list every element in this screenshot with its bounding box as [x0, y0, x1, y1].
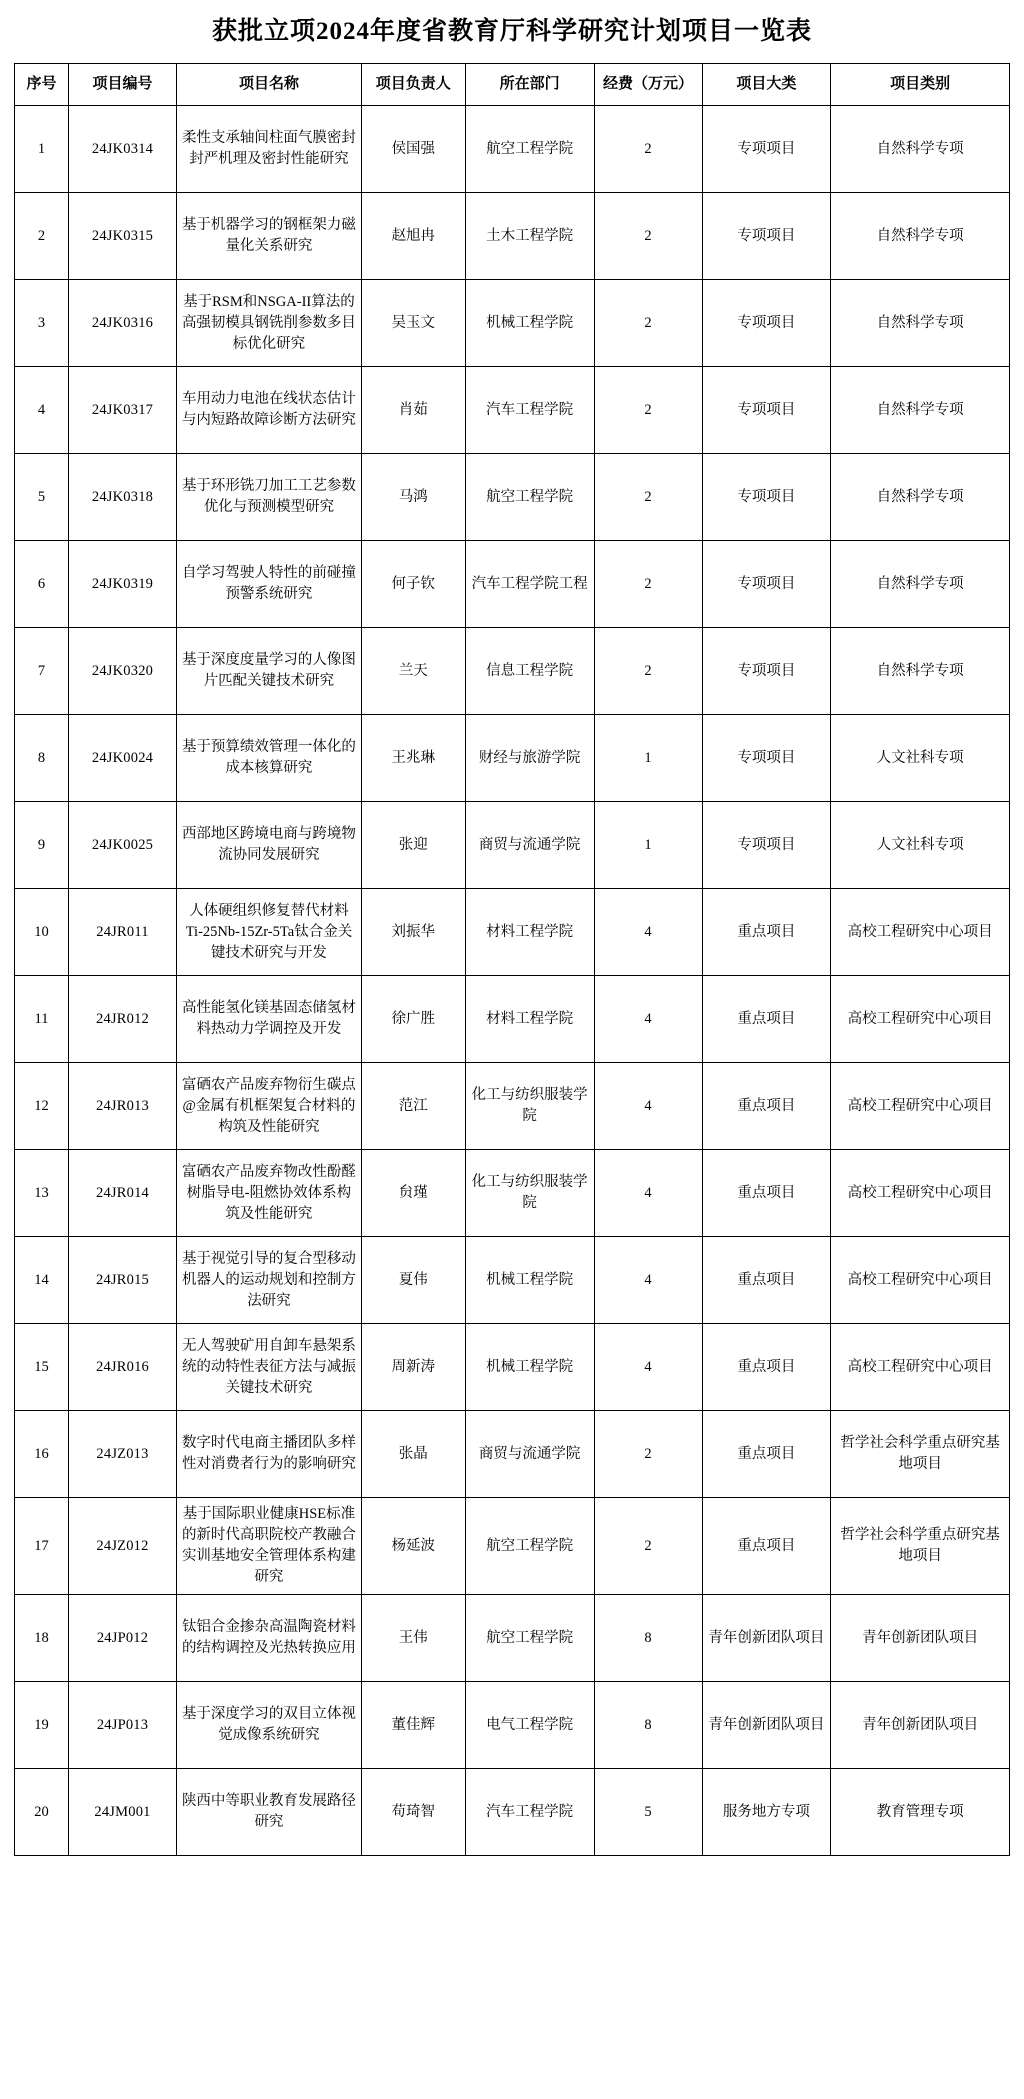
cell-category: 高校工程研究中心项目	[831, 1150, 1010, 1237]
cell-funding: 4	[594, 1063, 702, 1150]
cell-department: 汽车工程学院	[465, 367, 594, 454]
cell-category: 高校工程研究中心项目	[831, 889, 1010, 976]
cell-project-code: 24JP012	[69, 1595, 177, 1682]
cell-project-code: 24JK0317	[69, 367, 177, 454]
cell-major-category: 重点项目	[702, 1150, 831, 1237]
table-row	[15, 976, 1010, 1063]
cell-project-name: 基于预算绩效管理一体化的成本核算研究	[177, 715, 362, 802]
cell-project-code: 24JK0319	[69, 541, 177, 628]
table-row	[15, 802, 1010, 889]
cell-project-leader: 范江	[361, 1063, 465, 1150]
cell-project-code: 24JK0316	[69, 280, 177, 367]
cell-project-leader: 贠瑾	[361, 1150, 465, 1237]
cell-project-leader: 王兆琳	[361, 715, 465, 802]
cell-index: 18	[15, 1595, 69, 1682]
cell-category: 青年创新团队项目	[831, 1595, 1010, 1682]
cell-project-name: 陕西中等职业教育发展路径研究	[177, 1769, 362, 1856]
cell-major-category: 重点项目	[702, 1063, 831, 1150]
cell-funding: 4	[594, 976, 702, 1063]
cell-index: 6	[15, 541, 69, 628]
cell-department: 航空工程学院	[465, 1498, 594, 1595]
cell-index: 9	[15, 802, 69, 889]
cell-project-leader: 肖茹	[361, 367, 465, 454]
column-header-index: 序号	[15, 63, 69, 106]
cell-project-name: 柔性支承轴间柱面气膜密封封严机理及密封性能研究	[177, 106, 362, 193]
cell-funding: 2	[594, 541, 702, 628]
cell-project-name: 自学习驾驶人特性的前碰撞预警系统研究	[177, 541, 362, 628]
cell-project-code: 24JR014	[69, 1150, 177, 1237]
cell-index: 11	[15, 976, 69, 1063]
cell-funding: 8	[594, 1595, 702, 1682]
table-row	[15, 715, 1010, 802]
cell-major-category: 青年创新团队项目	[702, 1595, 831, 1682]
cell-funding: 2	[594, 280, 702, 367]
cell-major-category: 重点项目	[702, 976, 831, 1063]
cell-project-name: 西部地区跨境电商与跨境物流协同发展研究	[177, 802, 362, 889]
cell-department: 机械工程学院	[465, 1324, 594, 1411]
cell-category: 自然科学专项	[831, 541, 1010, 628]
cell-project-leader: 董佳辉	[361, 1682, 465, 1769]
cell-department: 航空工程学院	[465, 454, 594, 541]
table-row	[15, 1411, 1010, 1498]
cell-department: 汽车工程学院	[465, 1769, 594, 1856]
cell-project-leader: 赵旭冉	[361, 193, 465, 280]
cell-funding: 2	[594, 628, 702, 715]
cell-project-name: 车用动力电池在线状态估计与内短路故障诊断方法研究	[177, 367, 362, 454]
cell-major-category: 专项项目	[702, 454, 831, 541]
cell-project-leader: 周新涛	[361, 1324, 465, 1411]
cell-index: 2	[15, 193, 69, 280]
cell-category: 教育管理专项	[831, 1769, 1010, 1856]
cell-category: 人文社科专项	[831, 715, 1010, 802]
table-row	[15, 1237, 1010, 1324]
cell-department: 商贸与流通学院	[465, 1411, 594, 1498]
cell-department: 汽车工程学院工程	[465, 541, 594, 628]
table-row	[15, 1498, 1010, 1595]
cell-major-category: 重点项目	[702, 1498, 831, 1595]
cell-category: 自然科学专项	[831, 454, 1010, 541]
cell-funding: 1	[594, 802, 702, 889]
cell-index: 3	[15, 280, 69, 367]
column-header-leader: 项目负责人	[361, 63, 465, 106]
cell-department: 商贸与流通学院	[465, 802, 594, 889]
cell-department: 化工与纺织服装学院	[465, 1150, 594, 1237]
cell-category: 自然科学专项	[831, 106, 1010, 193]
cell-major-category: 重点项目	[702, 1324, 831, 1411]
cell-project-code: 24JK0025	[69, 802, 177, 889]
cell-department: 土木工程学院	[465, 193, 594, 280]
cell-category: 高校工程研究中心项目	[831, 1063, 1010, 1150]
cell-project-code: 24JK0024	[69, 715, 177, 802]
cell-project-code: 24JR012	[69, 976, 177, 1063]
table-row	[15, 280, 1010, 367]
cell-funding: 4	[594, 889, 702, 976]
cell-index: 8	[15, 715, 69, 802]
cell-project-name: 基于RSM和NSGA-II算法的高强韧模具钢铣削参数多目标优化研究	[177, 280, 362, 367]
cell-funding: 4	[594, 1237, 702, 1324]
cell-project-code: 24JK0318	[69, 454, 177, 541]
cell-category: 自然科学专项	[831, 193, 1010, 280]
cell-funding: 4	[594, 1150, 702, 1237]
cell-major-category: 专项项目	[702, 541, 831, 628]
cell-major-category: 专项项目	[702, 715, 831, 802]
cell-major-category: 重点项目	[702, 1411, 831, 1498]
cell-project-leader: 马鸿	[361, 454, 465, 541]
cell-project-code: 24JZ013	[69, 1411, 177, 1498]
cell-department: 电气工程学院	[465, 1682, 594, 1769]
cell-funding: 2	[594, 454, 702, 541]
cell-major-category: 专项项目	[702, 367, 831, 454]
cell-funding: 1	[594, 715, 702, 802]
cell-index: 12	[15, 1063, 69, 1150]
cell-funding: 2	[594, 193, 702, 280]
table-body	[15, 106, 1010, 1856]
column-header-category: 项目类别	[831, 63, 1010, 106]
cell-department: 材料工程学院	[465, 889, 594, 976]
cell-index: 4	[15, 367, 69, 454]
cell-index: 16	[15, 1411, 69, 1498]
cell-project-leader: 王伟	[361, 1595, 465, 1682]
cell-project-leader: 兰天	[361, 628, 465, 715]
cell-project-leader: 刘振华	[361, 889, 465, 976]
cell-project-name: 基于机器学习的钢框架力磁量化关系研究	[177, 193, 362, 280]
cell-funding: 2	[594, 367, 702, 454]
cell-major-category: 重点项目	[702, 1237, 831, 1324]
cell-project-name: 人体硬组织修复替代材料Ti-25Nb-15Zr-5Ta钛合金关键技术研究与开发	[177, 889, 362, 976]
cell-major-category: 专项项目	[702, 106, 831, 193]
column-header-department: 所在部门	[465, 63, 594, 106]
cell-department: 机械工程学院	[465, 1237, 594, 1324]
table-row	[15, 541, 1010, 628]
cell-department: 化工与纺织服装学院	[465, 1063, 594, 1150]
cell-funding: 2	[594, 106, 702, 193]
cell-project-leader: 杨延波	[361, 1498, 465, 1595]
cell-category: 人文社科专项	[831, 802, 1010, 889]
cell-funding: 4	[594, 1324, 702, 1411]
cell-category: 自然科学专项	[831, 367, 1010, 454]
table-row	[15, 1595, 1010, 1682]
cell-funding: 5	[594, 1769, 702, 1856]
cell-project-leader: 吴玉文	[361, 280, 465, 367]
cell-department: 财经与旅游学院	[465, 715, 594, 802]
cell-index: 17	[15, 1498, 69, 1595]
table-row	[15, 454, 1010, 541]
cell-department: 材料工程学院	[465, 976, 594, 1063]
column-header-code: 项目编号	[69, 63, 177, 106]
table-row	[15, 889, 1010, 976]
cell-project-code: 24JR011	[69, 889, 177, 976]
cell-major-category: 服务地方专项	[702, 1769, 831, 1856]
table-row	[15, 1769, 1010, 1856]
cell-department: 航空工程学院	[465, 106, 594, 193]
projects-table	[14, 63, 1010, 1857]
cell-project-code: 24JR015	[69, 1237, 177, 1324]
column-header-major-category: 项目大类	[702, 63, 831, 106]
cell-department: 信息工程学院	[465, 628, 594, 715]
cell-category: 青年创新团队项目	[831, 1682, 1010, 1769]
cell-project-code: 24JM001	[69, 1769, 177, 1856]
cell-project-leader: 张晶	[361, 1411, 465, 1498]
table-row	[15, 1682, 1010, 1769]
cell-project-leader: 苟琦智	[361, 1769, 465, 1856]
cell-project-code: 24JZ012	[69, 1498, 177, 1595]
cell-category: 哲学社会科学重点研究基地项目	[831, 1498, 1010, 1595]
cell-project-leader: 张迎	[361, 802, 465, 889]
cell-category: 高校工程研究中心项目	[831, 976, 1010, 1063]
page-title: 获批立项2024年度省教育厅科学研究计划项目一览表	[211, 18, 812, 45]
cell-project-name: 高性能氢化镁基固态储氢材料热动力学调控及开发	[177, 976, 362, 1063]
cell-project-leader: 夏伟	[361, 1237, 465, 1324]
table-row	[15, 367, 1010, 454]
table-row	[15, 106, 1010, 193]
cell-index: 14	[15, 1237, 69, 1324]
cell-department: 机械工程学院	[465, 280, 594, 367]
cell-major-category: 专项项目	[702, 802, 831, 889]
cell-project-name: 基于深度度量学习的人像图片匹配关键技术研究	[177, 628, 362, 715]
cell-index: 15	[15, 1324, 69, 1411]
cell-project-name: 无人驾驶矿用自卸车悬架系统的动特性表征方法与减振关键技术研究	[177, 1324, 362, 1411]
cell-project-code: 24JR016	[69, 1324, 177, 1411]
cell-project-leader: 徐广胜	[361, 976, 465, 1063]
cell-major-category: 重点项目	[702, 889, 831, 976]
cell-index: 5	[15, 454, 69, 541]
cell-major-category: 青年创新团队项目	[702, 1682, 831, 1769]
cell-category: 高校工程研究中心项目	[831, 1237, 1010, 1324]
cell-project-code: 24JK0315	[69, 193, 177, 280]
cell-category: 自然科学专项	[831, 628, 1010, 715]
cell-project-name: 基于深度学习的双目立体视觉成像系统研究	[177, 1682, 362, 1769]
cell-project-name: 钛铝合金掺杂高温陶瓷材料的结构调控及光热转换应用	[177, 1595, 362, 1682]
cell-index: 13	[15, 1150, 69, 1237]
cell-project-code: 24JP013	[69, 1682, 177, 1769]
cell-category: 哲学社会科学重点研究基地项目	[831, 1411, 1010, 1498]
cell-index: 20	[15, 1769, 69, 1856]
cell-index: 10	[15, 889, 69, 976]
cell-major-category: 专项项目	[702, 193, 831, 280]
table-row	[15, 1150, 1010, 1237]
cell-category: 自然科学专项	[831, 280, 1010, 367]
table-row	[15, 1063, 1010, 1150]
cell-funding: 8	[594, 1682, 702, 1769]
cell-category: 高校工程研究中心项目	[831, 1324, 1010, 1411]
cell-project-name: 基于国际职业健康HSE标准的新时代高职院校产教融合实训基地安全管理体系构建研究	[177, 1498, 362, 1595]
cell-project-name: 基于环形铣刀加工工艺参数优化与预测模型研究	[177, 454, 362, 541]
cell-project-name: 数字时代电商主播团队多样性对消费者行为的影响研究	[177, 1411, 362, 1498]
table-header-row	[15, 63, 1010, 106]
cell-project-leader: 侯国强	[361, 106, 465, 193]
cell-major-category: 专项项目	[702, 628, 831, 715]
table-row	[15, 193, 1010, 280]
cell-project-leader: 何子钦	[361, 541, 465, 628]
cell-project-name: 基于视觉引导的复合型移动机器人的运动规划和控制方法研究	[177, 1237, 362, 1324]
cell-index: 1	[15, 106, 69, 193]
cell-funding: 2	[594, 1411, 702, 1498]
table-row	[15, 1324, 1010, 1411]
column-header-funding: 经费（万元）	[594, 63, 702, 106]
column-header-name: 项目名称	[177, 63, 362, 106]
cell-funding: 2	[594, 1498, 702, 1595]
cell-project-name: 富硒农产品废弃物改性酚醛树脂导电-阻燃协效体系构筑及性能研究	[177, 1150, 362, 1237]
cell-project-code: 24JK0314	[69, 106, 177, 193]
cell-index: 7	[15, 628, 69, 715]
table-row	[15, 628, 1010, 715]
cell-major-category: 专项项目	[702, 280, 831, 367]
cell-project-code: 24JK0320	[69, 628, 177, 715]
cell-project-name: 富硒农产品废弃物衍生碳点@金属有机框架复合材料的构筑及性能研究	[177, 1063, 362, 1150]
cell-index: 19	[15, 1682, 69, 1769]
cell-department: 航空工程学院	[465, 1595, 594, 1682]
cell-project-code: 24JR013	[69, 1063, 177, 1150]
